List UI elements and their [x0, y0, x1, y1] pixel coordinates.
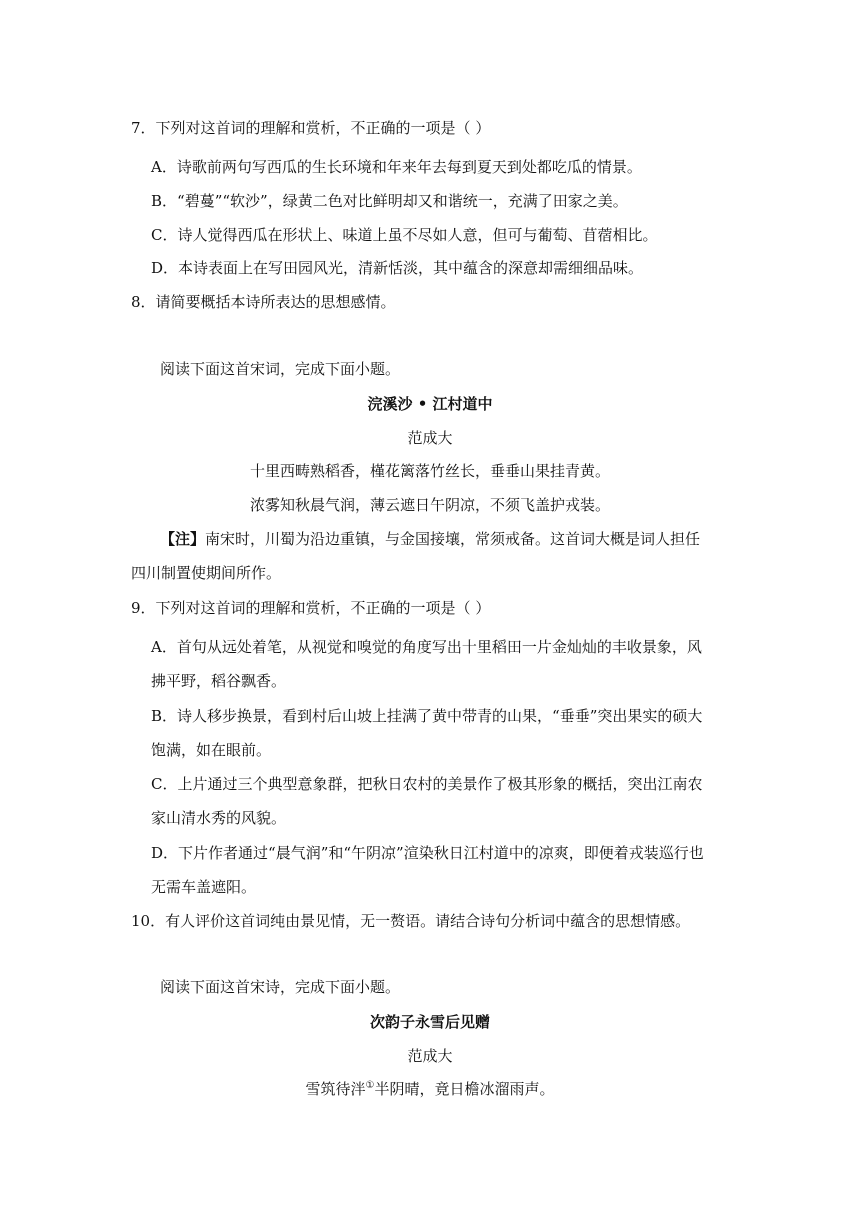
poem-3-line-1-part-b: 半阴晴，竟日檐冰溜雨声。 — [374, 1080, 555, 1098]
question-7-stem: 7．下列对这首词的理解和赏析，不正确的一项是（ ） — [131, 119, 491, 137]
poem-2-author: 范成大 — [407, 429, 453, 447]
question-9-stem: 9．下列对这首词的理解和赏析，不正确的一项是（ ） — [131, 599, 491, 617]
poem-2-line-1: 十里西畴熟稻香，槿花篱落竹丝长，垂垂山果挂青黄。 — [249, 462, 610, 480]
question-9-option-d-line-1: D．下片作者通过“晨气润”和“午阴凉”渲染秋日江村道中的凉爽，即便着戎装巡行也 — [151, 844, 704, 862]
poem-2-title: 浣溪沙 • 江村道中 — [367, 395, 493, 413]
question-9-option-d-line-2: 无需车盖遮阳。 — [151, 878, 257, 896]
note-label: 【注】 — [160, 530, 206, 548]
poem-3-title: 次韵子永雪后见赠 — [369, 1013, 490, 1031]
footnote-marker: ① — [365, 1080, 375, 1091]
question-7-option-d: D．本诗表面上在写田园风光，清新恬淡，其中蕴含的深意却需细细品味。 — [151, 259, 644, 277]
poem-3-line-1 — [0, 1079, 860, 1099]
poem-3-line-1-part-a: 雪筑待泮 — [305, 1080, 366, 1098]
question-9-option-b-line-2: 饱满，如在眼前。 — [151, 741, 272, 759]
section-3-intro: 阅读下面这首宋诗，完成下面小题。 — [160, 978, 401, 996]
question-9-option-b-line-1: B．诗人移步换景，看到村后山坡上挂满了黄中带青的山果，“垂垂”突出果实的硕大 — [151, 707, 703, 725]
question-9-option-a-line-2: 拂平野，稻谷飘香。 — [151, 672, 287, 690]
poem-3-author: 范成大 — [407, 1047, 453, 1065]
question-7-option-c: C．诗人觉得西瓜在形状上、味道上虽不尽如人意，但可与葡萄、苜蓿相比。 — [151, 226, 658, 244]
poem-2-note-continued: 四川制置使期间所作。 — [131, 564, 282, 582]
section-2-intro: 阅读下面这首宋词，完成下面小题。 — [160, 360, 401, 378]
question-7-option-a: A．诗歌前两句写西瓜的生长环境和年来年去每到夏天到处都吃瓜的情景。 — [151, 158, 642, 176]
poem-2-line-2: 浓雾知秋晨气润，薄云遮日午阴凉，不须飞盖护戎装。 — [249, 496, 610, 514]
question-9-option-a-line-1: A．首句从远处着笔，从视觉和嗅觉的角度写出十里稻田一片金灿灿的丰收景象，风 — [151, 638, 702, 656]
question-9-option-c-line-1: C．上片通过三个典型意象群，把秋日农村的美景作了极其形象的概括，突出江南农 — [151, 775, 703, 793]
question-9-option-c-line-2: 家山清水秀的风貌。 — [151, 809, 287, 827]
poem-2-note — [160, 529, 700, 549]
question-8-stem: 8．请简要概括本诗所表达的思想感情。 — [131, 293, 396, 311]
question-7-option-b: B．“碧蔓”“软沙”，绿黄二色对比鲜明却又和谐统一，充满了田家之美。 — [151, 192, 628, 210]
question-10-stem: 10．有人评价这首词纯由景见情，无一赘语。请结合诗句分析词中蕴含的思想情感。 — [131, 912, 691, 930]
note-text: 南宋时，川蜀为沿边重镇，与金国接壤，常须戒备。这首词大概是词人担任 — [205, 530, 701, 548]
